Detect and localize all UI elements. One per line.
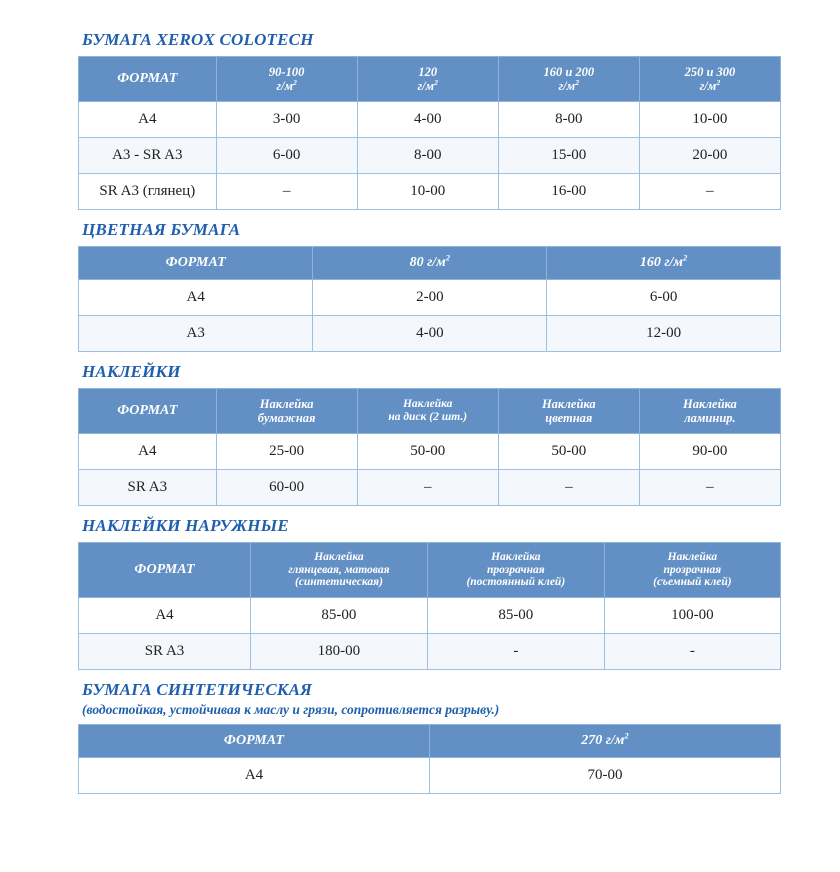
column-header: Наклейка цветная xyxy=(498,388,639,433)
column-header: ФОРМАТ xyxy=(79,247,313,280)
price-table xyxy=(78,246,781,352)
price-cell: 4-00 xyxy=(313,315,547,351)
price-table xyxy=(78,56,781,210)
price-cell: 10-00 xyxy=(357,174,498,210)
price-section xyxy=(78,220,780,352)
price-cell: 10-00 xyxy=(639,102,780,138)
format-cell: SR A3 xyxy=(79,634,251,670)
column-header: 120 $г/м^2$ xyxy=(357,57,498,102)
column-header: 160 и 200 $г/м^2$ xyxy=(498,57,639,102)
price-cell: 2-00 xyxy=(313,279,547,315)
column-header: ФОРМАТ xyxy=(79,57,217,102)
superscript-two: 2 xyxy=(624,730,629,741)
section-title: БУМАГА СИНТЕТИЧЕСКАЯ xyxy=(82,680,313,700)
format-cell: SR A3 xyxy=(79,469,217,505)
section-title: НАКЛЕЙКИ НАРУЖНЫЕ xyxy=(82,515,289,535)
section-title: БУМАГА XEROX COLOTECH xyxy=(82,30,314,49)
table-header-row xyxy=(79,388,781,433)
price-table xyxy=(78,542,781,671)
table-row xyxy=(79,174,781,210)
format-cell: A4 xyxy=(79,757,430,793)
table-row xyxy=(79,634,781,670)
price-cell: - xyxy=(604,634,780,670)
price-section xyxy=(78,30,780,210)
price-cell: 12-00 xyxy=(547,315,781,351)
price-table xyxy=(78,388,781,506)
price-cell: 60-00 xyxy=(216,469,357,505)
price-cell: 3-00 xyxy=(216,102,357,138)
price-cell: – xyxy=(357,469,498,505)
price-cell: 90-00 xyxy=(639,433,780,469)
format-cell: A4 xyxy=(79,279,313,315)
superscript-two: 2 xyxy=(683,252,688,263)
format-cell: A3 - SR A3 xyxy=(79,138,217,174)
table-header-row xyxy=(79,725,781,758)
table-row xyxy=(79,315,781,351)
price-cell: – xyxy=(639,469,780,505)
price-cell: 6-00 xyxy=(216,138,357,174)
price-cell: 8-00 xyxy=(357,138,498,174)
section-title: НАКЛЕЙКИ xyxy=(82,361,181,381)
price-cell: – xyxy=(498,469,639,505)
price-cell: 15-00 xyxy=(498,138,639,174)
section-subtitle: (водостойкая, устойчивая к маслу и грязи, сопротивляется разрыву.) xyxy=(82,702,500,718)
column-header: ФОРМАТ xyxy=(79,388,217,433)
table-header-row xyxy=(79,542,781,598)
superscript-two: 2 xyxy=(716,77,721,87)
price-cell: 180-00 xyxy=(250,634,427,670)
column-header: Наклейка прозрачная (съемный клей) xyxy=(604,542,780,598)
column-header: Наклейка бумажная xyxy=(216,388,357,433)
price-cell: – xyxy=(216,174,357,210)
column-header: 270 $г/м^2$ xyxy=(430,725,781,758)
format-cell: A4 xyxy=(79,433,217,469)
format-cell: A4 xyxy=(79,598,251,634)
price-cell: 70-00 xyxy=(430,757,781,793)
price-cell: – xyxy=(639,174,780,210)
column-header: Наклейка глянцевая, матовая (синтетическая) xyxy=(250,542,427,598)
price-cell: 85-00 xyxy=(250,598,427,634)
price-cell: 20-00 xyxy=(639,138,780,174)
column-header: Наклейка ламинир. xyxy=(639,388,780,433)
table-header-row xyxy=(79,247,781,280)
table-header-row xyxy=(79,57,781,102)
column-header: 250 и 300 $г/м^2$ xyxy=(639,57,780,102)
column-header: 80 $г/м^2$ xyxy=(313,247,547,280)
price-section xyxy=(78,516,780,671)
table-row xyxy=(79,138,781,174)
price-cell: 85-00 xyxy=(427,598,604,634)
price-cell: 16-00 xyxy=(498,174,639,210)
superscript-two: 2 xyxy=(434,77,438,87)
table-row xyxy=(79,757,781,793)
sections-container xyxy=(78,30,780,794)
price-cell: 25-00 xyxy=(216,433,357,469)
price-cell: 8-00 xyxy=(498,102,639,138)
column-header: Наклейка прозрачная (постоянный клей) xyxy=(427,542,604,598)
price-cell: 50-00 xyxy=(357,433,498,469)
price-table xyxy=(78,724,781,794)
table-row xyxy=(79,279,781,315)
price-cell: 6-00 xyxy=(547,279,781,315)
superscript-two: 2 xyxy=(575,77,580,87)
superscript-two: 2 xyxy=(445,252,451,263)
format-cell: A3 xyxy=(79,315,313,351)
price-section xyxy=(78,680,780,794)
table-row xyxy=(79,469,781,505)
table-row xyxy=(79,102,781,138)
format-cell: SR A3 (глянец) xyxy=(79,174,217,210)
price-cell: 100-00 xyxy=(604,598,780,634)
price-section xyxy=(78,362,780,506)
column-header: ФОРМАТ xyxy=(79,725,430,758)
column-header: 160 $г/м^2$ xyxy=(547,247,781,280)
table-row xyxy=(79,598,781,634)
column-header: 90-100 $г/м^2$ xyxy=(216,57,357,102)
superscript-two: 2 xyxy=(293,77,297,87)
table-row xyxy=(79,433,781,469)
format-cell: A4 xyxy=(79,102,217,138)
price-cell: - xyxy=(427,634,604,670)
column-header: Наклейка на диск (2 шт.) xyxy=(357,388,498,433)
price-cell: 4-00 xyxy=(357,102,498,138)
price-cell: 50-00 xyxy=(498,433,639,469)
column-header: ФОРМАТ xyxy=(79,542,251,598)
section-title: ЦВЕТНАЯ БУМАГА xyxy=(82,220,241,239)
